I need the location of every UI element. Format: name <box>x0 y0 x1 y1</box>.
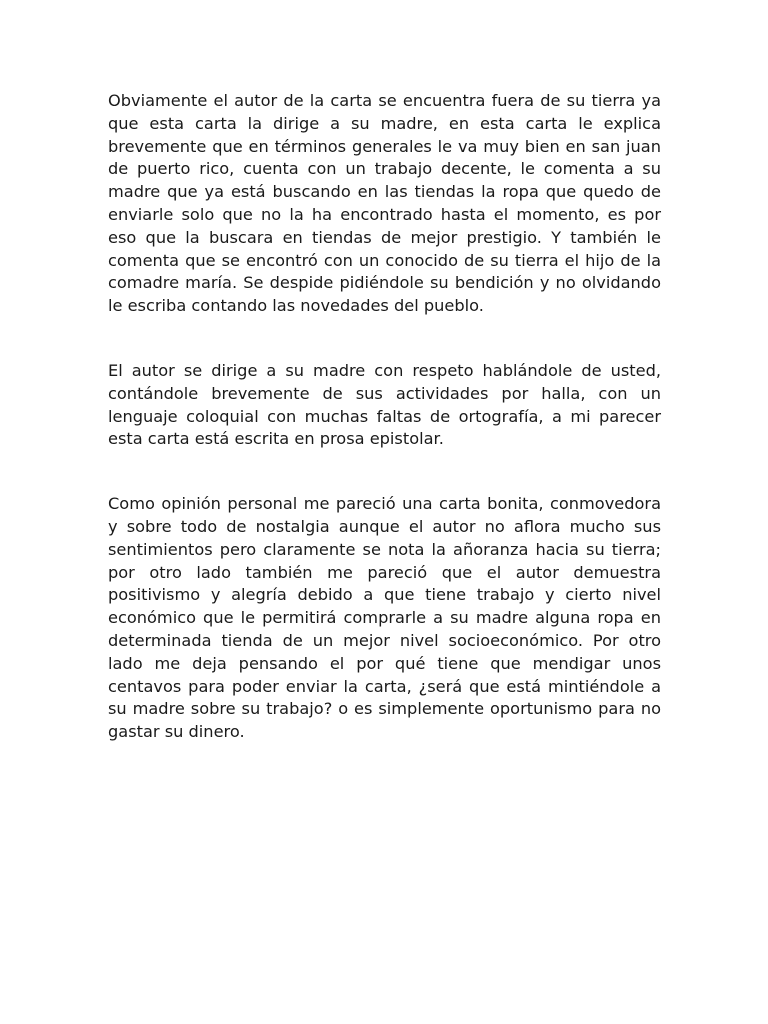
paragraph-summary: Obviamente el autor de la carta se encuentra fuera de su tierra ya que esta carta la dirige a su madre, en esta carta le explica brevemente que en términos generales le va muy bien en san juan de puerto rico, cuenta con un trabajo decente, le comenta a su madre que ya está buscando en las tiendas la ropa que quedo de enviarle solo que no la ha encontrado hasta el momento, es por eso que la buscara en tiendas de mejor prestigio. Y también le comenta que se encontró con un conocido de su tierra el hijo de la comadre maría. Se despide pidiéndole su bendición y no olvidando le escriba contando las novedades del pueblo. <box>108 91 661 316</box>
paragraph-analysis: El autor se dirige a su madre con respeto hablándole de usted, contándole brevemente de sus actividades por halla, con un lenguaje coloquial con muchas faltas de ortografía, a mi parecer esta carta está escrita en prosa epistolar. <box>108 360 661 449</box>
document-page <box>108 90 661 744</box>
paragraph-opinion: Como opinión personal me pareció una carta bonita, conmovedora y sobre todo de nostalgia aunque el autor no aflora mucho sus sentimientos pero claramente se nota la añoranza hacia su tierra; por otro lado también me pareció que el autor demuestra positivismo y alegría debido a que tiene trabajo y cierto nivel económico que le permitirá comprarle a su madre alguna ropa en determinada tienda de un mejor nivel socioeconómico. Por otro lado me deja pensando el por qué tiene que mendigar unos centavos para poder enviar la carta, ¿será que está mintiéndole a su madre sobre su trabajo? o es simplemente oportunismo para no gastar su dinero. <box>108 494 661 742</box>
